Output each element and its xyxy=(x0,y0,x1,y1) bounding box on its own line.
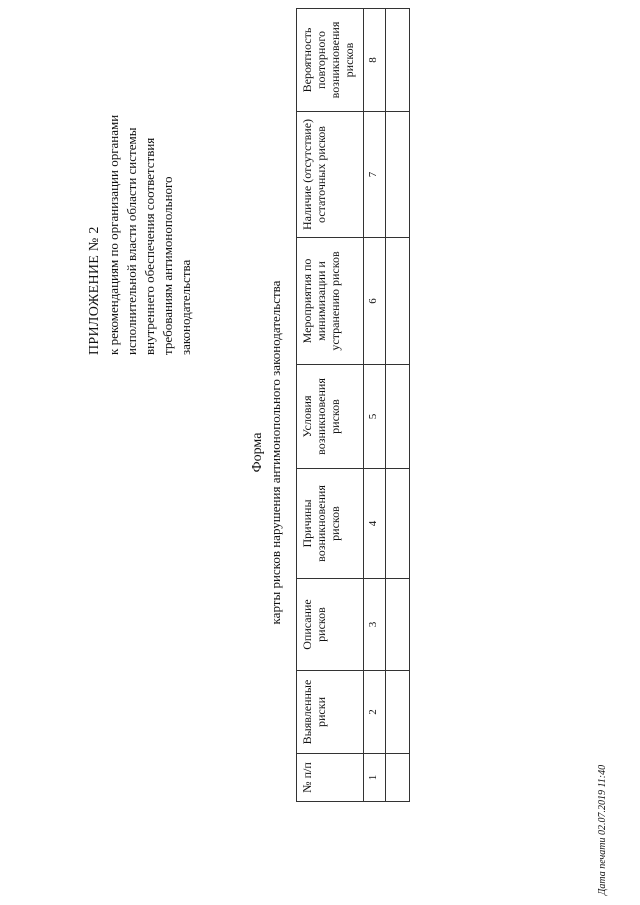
header-cell-risk-causes: Причины возникновения рисков xyxy=(297,469,364,579)
form-subtitle: карты рисков нарушения антимонопольного законодательства xyxy=(268,280,283,625)
column-number-cell: 1 xyxy=(364,754,386,802)
header-cell-recurrence-probability: Вероятность повторного возникновения рисков xyxy=(297,9,364,112)
header-cell-identified-risks: Выявленные риски xyxy=(297,671,364,754)
empty-cell xyxy=(386,238,410,365)
risk-map-table xyxy=(296,8,410,802)
column-number-cell: 6 xyxy=(364,238,386,365)
table-header-row xyxy=(297,9,364,802)
appendix-line: законодательства xyxy=(178,259,193,355)
form-title: Форма xyxy=(250,432,265,473)
empty-cell xyxy=(386,754,410,802)
header-cell-residual-risks: Наличие (отсутствие) остаточных рисков xyxy=(297,112,364,238)
header-cell-risk-conditions: Условия возникновения рисков xyxy=(297,365,364,469)
header-cell-mitigation-measures: Мероприятия по минимизации и устранению рисков xyxy=(297,238,364,365)
column-number-cell: 2 xyxy=(364,671,386,754)
table-empty-row xyxy=(386,9,410,802)
header-cell-risk-description: Описание рисков xyxy=(297,579,364,671)
appendix-line: к рекомендациям по организации органами xyxy=(106,114,121,355)
empty-cell xyxy=(386,579,410,671)
column-number-cell: 4 xyxy=(364,469,386,579)
appendix-line: исполнительной власти области системы xyxy=(124,127,139,355)
column-number-cell: 3 xyxy=(364,579,386,671)
appendix-line: требованиям антимонопольного xyxy=(160,176,175,355)
empty-cell xyxy=(386,112,410,238)
print-date: Дата печати 02.07.2019 11:40 xyxy=(597,764,608,895)
empty-cell xyxy=(386,671,410,754)
empty-cell xyxy=(386,365,410,469)
appendix-line: внутреннего обеспечения соответствия xyxy=(142,137,157,355)
column-number-cell: 8 xyxy=(364,9,386,112)
table-number-row xyxy=(364,9,386,802)
appendix-header xyxy=(86,25,195,355)
empty-cell xyxy=(386,9,410,112)
column-number-cell: 7 xyxy=(364,112,386,238)
appendix-title: ПРИЛОЖЕНИЕ № 2 xyxy=(87,226,102,355)
column-number-cell: 5 xyxy=(364,365,386,469)
empty-cell xyxy=(386,469,410,579)
header-cell-number: № п/п xyxy=(297,754,364,802)
